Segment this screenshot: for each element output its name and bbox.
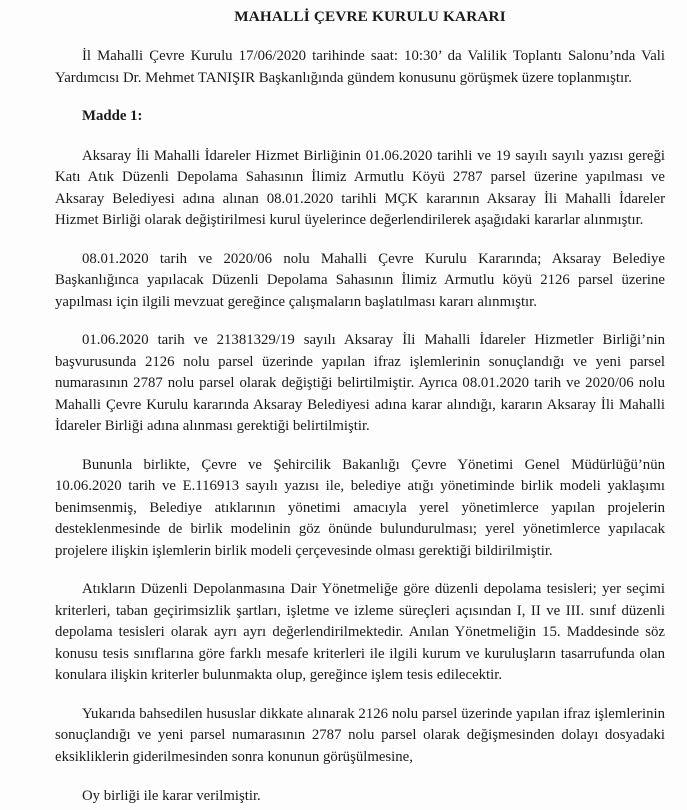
body-paragraph-5: Atıkların Düzenli Depolanmasına Dair Yönetmeliğe göre düzenli depolama tesisleri; yer seçimi kriterleri, taban geçirimsizlik şartları, işletme ve izleme süreçleri açısından I, II ve III. sınıf düzenli depolama tesisleri olarak ayrı ayrı değerlendirilmektedir. Anılan Yönetmeliğin 15. Maddesinde söz konusu tesis sınıflarına göre farklı mesafe kriterleri ile ilgili kurum ve kuruluşların tasarrufunda olan konulara ilişkin kriterler bulunmakta olup, gereğince işlem tesis edilecektir. <box>55 581 665 683</box>
intro-paragraph: İl Mahalli Çevre Kurulu 17/06/2020 tarihinde saat: 10:30’ da Valilik Toplantı Salonu’nda Vali Yardımcısı Dr. Mehmet TANIŞIR Başkanlığında gündem konusunu görüşmek üzere toplanmıştır. <box>55 48 665 86</box>
body-paragraph-4: Bununla birlikte, Çevre ve Şehircilik Bakanlığı Çevre Yönetimi Genel Müdürlüğü’nün 10.06.2020 tarih ve E.116913 sayılı yazısı ile, belediye atığı yönetiminde birlik modeli yaklaşımı benimsenmiş, Belediye atıklarının yönetimi amacıyla yerel yönetimlerce yapılan projelerin desteklenmesinde de birlik modelinin göz önünde bulundurulması; yerel yönetimlerce yapılacak projelere ilişkin işlemlerin birlik modeli çerçevesinde olması gerektiği bildirilmiştir. <box>55 456 665 559</box>
body-paragraph-6: Yukarıda bahsedilen hususlar dikkate alınarak 2126 nolu parsel üzerinde yapılan ifraz işlemlerinin sonuçlandığı ve yeni parsel numarasının 2787 nolu parsel olarak değişmesinden dolayı dosyadaki eksikliklerin giderilmesinden sonra konunun görüşülmesine, <box>55 705 665 765</box>
article-heading: Madde 1: <box>82 108 143 124</box>
body-paragraph-2: 08.01.2020 tarih ve 2020/06 nolu Mahalli Çevre Kurulu Kararında; Aksaray Belediye Başkanlığınca yapılacak Düzenli Depolama Sahasının İlimiz Armutlu köyü 2126 parsel üzerine yapılması için ilgili mevzuat gereğince çalışmaların başlatılması kararı alınmıştır. <box>55 250 665 310</box>
body-paragraph-3: 01.06.2020 tarih ve 21381329/19 sayılı Aksaray İli Mahalli İdareler Hizmetler Birliği’nin başvurusunda 2126 nolu parsel üzerinde yapılan ifraz işlemlerinin sonuçlandığı ve yeni parsel numarasının 2787 nolu parsel olarak değiştiği belirtilmiştir. Ayrıca 08.01.2020 tarih ve 2020/06 nolu Mahalli Çevre Kurulu kararında Aksaray Belediyesi adına karar alındığı, kararın Aksaray İli Mahalli İdareler Birliği adına alınması gerektiği belirtilmiştir. <box>55 332 665 434</box>
document-title: MAHALLİ ÇEVRE KURULU KARARI <box>234 8 506 25</box>
body-paragraph-1: Aksaray İli Mahalli İdareler Hizmet Birliğinin 01.06.2020 tarihli ve 19 sayılı sayılı yazısı gereği Katı Atık Düzenli Depolama Sahasının İlimiz Armutlu Köyü 2787 parsel üzerine yapılması ve Aksaray Belediyesi adına alınan 08.01.2020 tarihli MÇK kararının Aksaray İli Mahalli İdareler Hizmet Birliği olarak değiştirilmesi kurul üyelerince değerlendirilerek aşağıdaki kararlar alınmıştır. <box>55 147 665 228</box>
closing-statement: Oy birliği ile karar verilmiştir. <box>82 788 261 804</box>
